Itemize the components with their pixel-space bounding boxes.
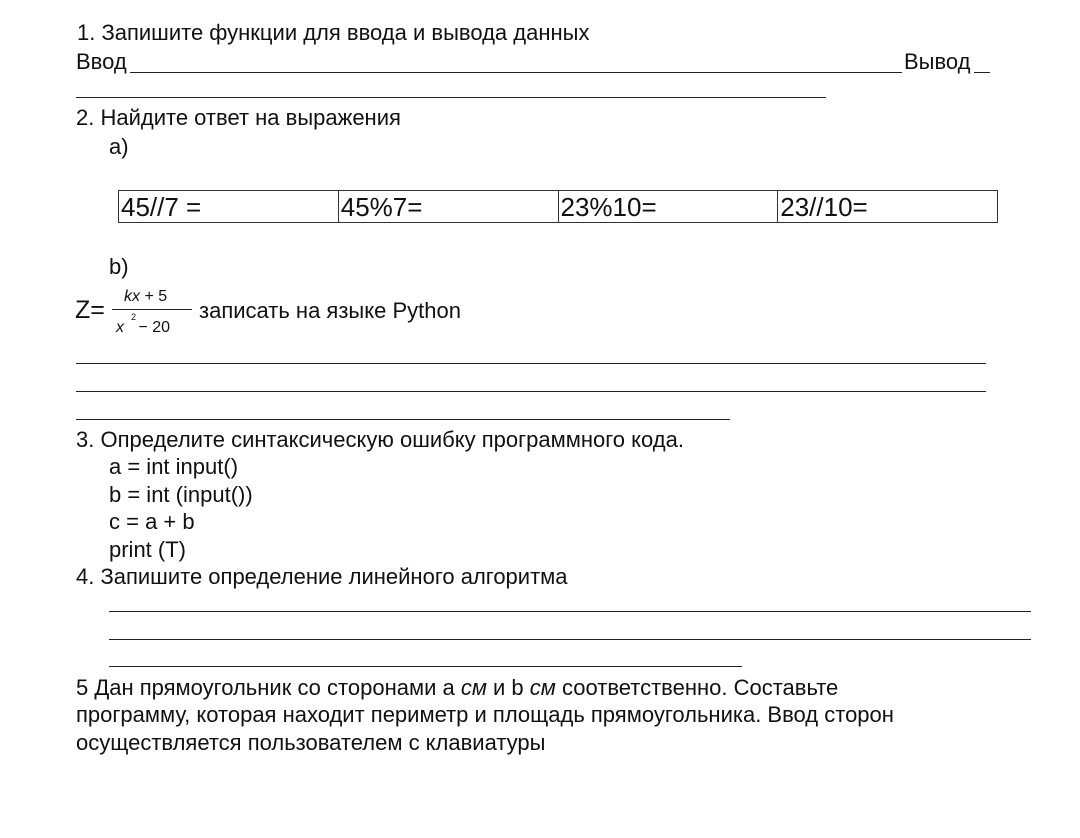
expression-cell-2[interactable]: 45%7= [338, 191, 558, 223]
q1-output-answer-line[interactable] [974, 72, 990, 73]
q2-part-b-label: b) [109, 254, 129, 279]
q5-lead: 5 Дан прямоугольник со сторонами а [76, 675, 461, 700]
q5-tail: соответственно. Составьте [555, 675, 839, 700]
q2-answer-line-2[interactable] [76, 391, 986, 392]
q5-line-3: осуществляется пользователем с клавиатуры [76, 730, 546, 755]
q2-title: 2. Найдите ответ на выражения [76, 105, 401, 130]
q5-unit-2: см [529, 675, 556, 700]
q3-code-line-2: b = int (input()) [109, 482, 253, 507]
q1-output-answer-line-2[interactable] [76, 97, 826, 98]
q5-unit-1: см [460, 675, 487, 700]
q1-title: 1. Запишите функции для ввода и вывода данных [77, 20, 590, 45]
expressions-table [118, 190, 998, 223]
q3-code-line-1: a = int input() [109, 454, 239, 479]
q1-input-answer-line[interactable] [130, 72, 902, 73]
q4-answer-line-2[interactable] [109, 639, 1031, 640]
q4-answer-line-1[interactable] [109, 611, 1031, 612]
formula-numerator [124, 288, 167, 306]
formula-instruction: записать на языке Python [199, 298, 461, 323]
formula-den-rest: − 20 [134, 319, 171, 336]
formula-fraction [110, 286, 190, 340]
formula-fraction-bar [112, 309, 192, 310]
formula-num-kx: kx [124, 288, 140, 305]
q1-input-label: Ввод [76, 49, 127, 74]
q3-code-line-4: print (T) [109, 537, 186, 562]
expression-cell-4[interactable]: 23//10= [778, 191, 998, 223]
q5-line-1 [76, 677, 838, 699]
q2-part-a-label: a) [109, 134, 129, 159]
formula-den-x: x [116, 319, 124, 336]
expression-cell-3[interactable]: 23%10= [558, 191, 778, 223]
q2-answer-line-3[interactable] [76, 419, 730, 420]
formula-lhs: Z= [75, 296, 105, 324]
q4-title: 4. Запишите определение линейного алгоритма [76, 564, 568, 589]
q2-answer-line-1[interactable] [76, 363, 986, 364]
q5-line-2: программу, которая находит периметр и площадь прямоугольника. Ввод сторон [76, 702, 894, 727]
q3-title: 3. Определите синтаксическую ошибку программного кода. [76, 427, 684, 452]
formula-denominator [116, 312, 171, 337]
q4-answer-line-3[interactable] [109, 666, 742, 667]
formula-den-exponent: 2 [131, 312, 137, 322]
q3-code-line-3: c = a + b [109, 509, 195, 534]
formula-num-rest: + 5 [140, 288, 168, 305]
q5-mid: и b [486, 675, 530, 700]
expression-cell-1[interactable]: 45//7 = [119, 191, 339, 223]
q1-output-label: Вывод [904, 49, 971, 74]
